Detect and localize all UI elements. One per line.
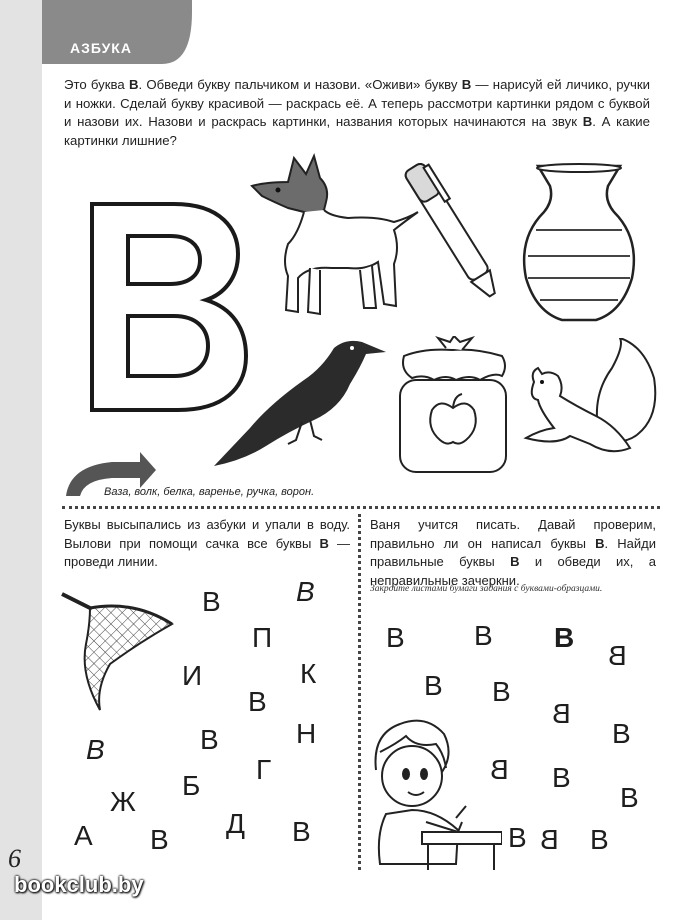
page-number: 6 xyxy=(8,844,21,873)
task-left-text: Буквы высыпались из азбуки и упали в воду. Вылови при помощи сачка все буквы В — проведи линии. xyxy=(64,517,350,569)
written-letter[interactable]: В xyxy=(552,762,571,793)
intro-paragraph: Это буква В. Обведи букву пальчиком и назови. «Оживи» букву В — нарисуй ей личико, ручки и ножки. Сделай букву красивой — раскрась её. А теперь рассмотри картинки рядом с буквой и назови их. Назови и раскрась картинки, названия которых начинаются на звук В. А какие картинки лишние? xyxy=(64,77,650,148)
scattered-letter[interactable]: В xyxy=(202,586,221,617)
jam-jar-picture[interactable] xyxy=(390,336,516,476)
scattered-letter[interactable]: В xyxy=(86,734,105,765)
scattered-letter[interactable]: Н xyxy=(296,718,317,749)
written-letter[interactable]: В xyxy=(612,718,631,749)
scattered-letter[interactable]: И xyxy=(182,660,203,691)
written-letter[interactable]: В xyxy=(620,782,639,813)
words-list: Ваза, волк, белка, варенье, ручка, ворон. xyxy=(104,486,315,498)
task-right-text: Ваня учится писать. Давай проверим, правильно ли он написал буквы В. Найди правильные буквы В и обведи их, а неправильные зачеркни. xyxy=(370,517,656,588)
boy-writing-picture xyxy=(366,714,502,870)
written-letter[interactable]: В xyxy=(508,822,527,853)
parent-note: Закройте листами бумаги задания с буквами-образцами. xyxy=(370,584,603,594)
scattered-letter[interactable]: Ж xyxy=(110,786,136,817)
divider-horizontal xyxy=(62,506,660,509)
scattered-letter[interactable]: П xyxy=(252,622,273,653)
written-letter[interactable]: В xyxy=(474,620,493,651)
scattered-letter[interactable]: В xyxy=(292,816,311,847)
raven-picture[interactable] xyxy=(210,334,390,474)
written-letter[interactable]: В xyxy=(590,824,609,855)
written-letter[interactable]: В xyxy=(608,640,627,671)
page-margin-bar xyxy=(0,0,42,920)
scattered-letter[interactable]: К xyxy=(300,658,317,689)
written-letter[interactable]: В xyxy=(424,670,443,701)
scattered-letter[interactable]: В xyxy=(296,576,315,607)
written-letter[interactable]: В xyxy=(386,622,405,653)
vase-picture[interactable] xyxy=(514,160,644,324)
squirrel-picture[interactable] xyxy=(520,338,660,472)
scattered-letter[interactable]: Г xyxy=(256,754,272,785)
scattered-letter[interactable]: Д xyxy=(226,808,245,839)
scattered-letter[interactable]: В xyxy=(248,686,267,717)
scattered-letter[interactable]: А xyxy=(74,820,93,851)
written-letter[interactable]: В xyxy=(490,754,509,785)
watermark: bookclub.by xyxy=(14,872,144,897)
scattered-letter[interactable]: В xyxy=(150,824,169,855)
written-letter[interactable]: В xyxy=(540,824,559,855)
written-letter[interactable]: В xyxy=(492,676,511,707)
scattered-letter[interactable]: Б xyxy=(182,770,201,801)
fishing-net-picture[interactable] xyxy=(60,584,180,714)
written-letter[interactable]: В xyxy=(554,622,575,653)
written-letter[interactable]: В xyxy=(552,698,571,729)
pen-picture[interactable] xyxy=(398,152,508,312)
divider-vertical xyxy=(358,514,361,870)
scattered-letter[interactable]: В xyxy=(200,724,219,755)
section-title: АЗБУКА xyxy=(70,40,132,56)
